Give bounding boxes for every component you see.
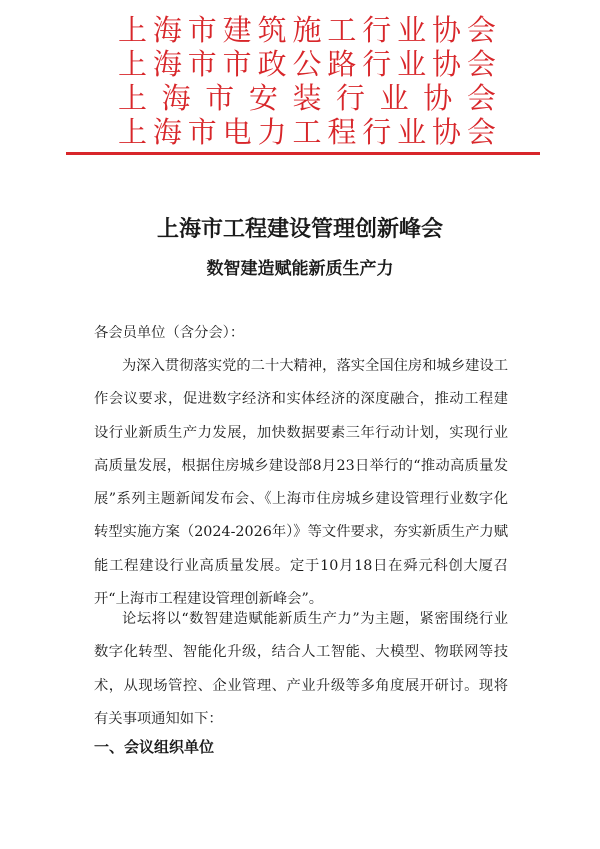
body-paragraph-2: 论坛将以“数智建造赋能新质生产力”为主题，紧密围绕行业数字化转型、智能化升级，结合人工智能、大模型、物联网等技术，从现场管控、企业管理、产业升级等多角度展开研讨。现将有关事项通知如下： — [94, 611, 508, 727]
document-title: 上海市工程建设管理创新峰会 — [156, 217, 443, 242]
letterhead-line-construction-association: 上 海 市 建 筑 施 工 行 业 协 会 — [118, 13, 496, 47]
document-subtitle: 数智建造赋能新质生产力 — [206, 259, 394, 279]
letterhead-line-power-engineering-association: 上 海 市 电 力 工 程 行 业 协 会 — [118, 115, 496, 149]
letterhead-divider — [66, 152, 540, 155]
section-heading-organizers: 一、会议组织单位 — [94, 738, 215, 756]
letterhead-line-installation-association: 上 海 市 安 装 行 业 协 会 — [118, 81, 496, 115]
body-paragraph-1: 为深入贯彻落实党的二十大精神，落实全国住房和城乡建设工作会议要求，促进数字经济和实体经济的深度融合，推动工程建设行业新质生产力发展，加快数据要素三年行动计划，实现行业高质量发展，根据住房城乡建设部8月23日举行的“推动高质量发展”系列主题新闻发布会、《上海市住房城乡建设管理行业数字化转型实施方案（2024-2026年）》等文件要求，夯实新质生产力赋能工程建设行业高质量发展。定于10月18日在舜元科创大厦召开“上海市工程建设管理创新峰会”。 — [94, 358, 509, 608]
letterhead-line-municipal-road-association: 上 海 市 市 政 公 路 行 业 协 会 — [118, 47, 496, 81]
salutation: 各会员单位（含分会）： — [94, 325, 245, 341]
